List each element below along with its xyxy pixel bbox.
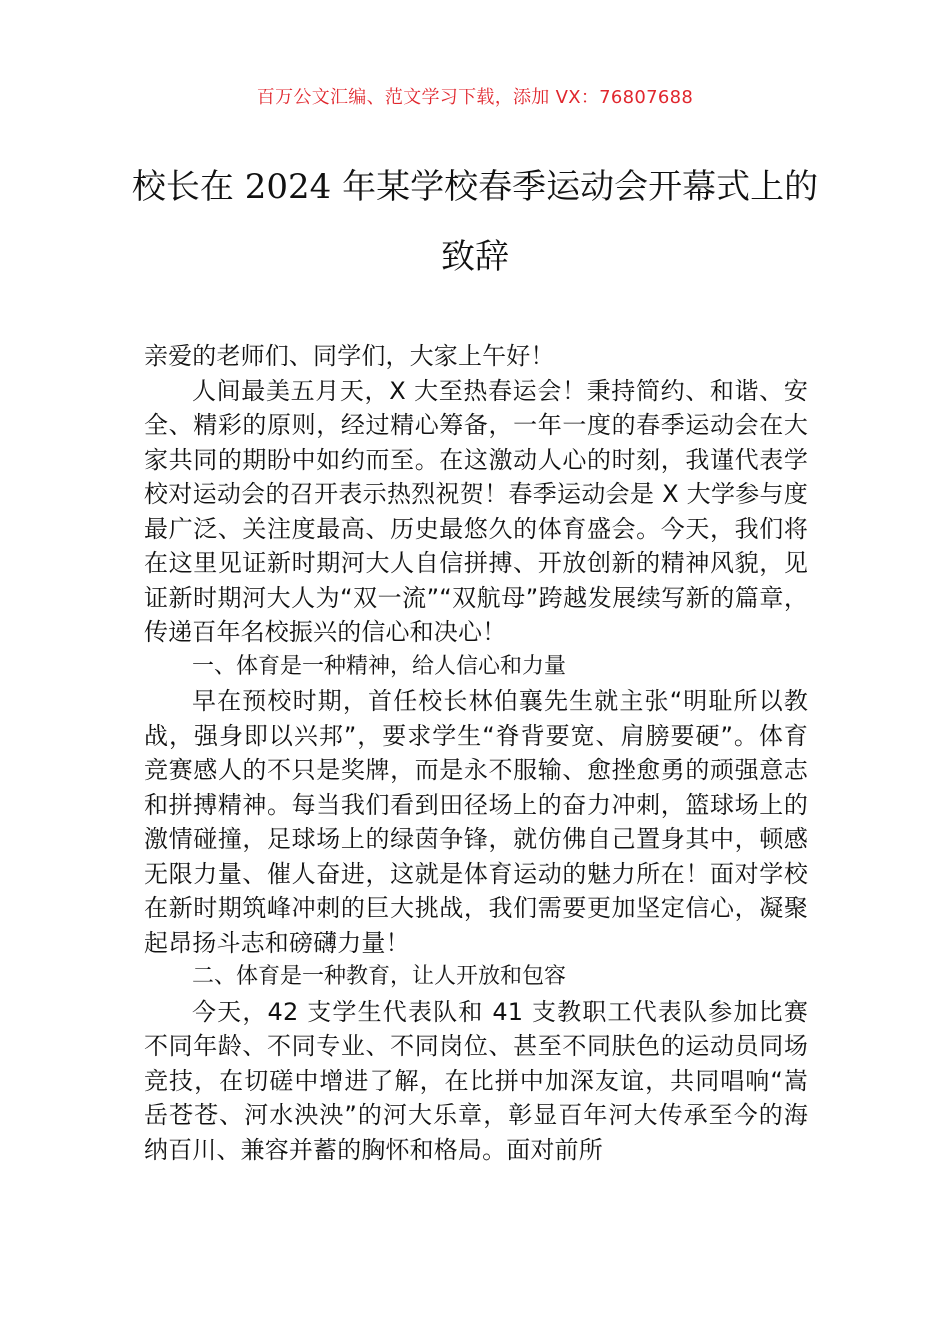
document-title: 校长在 2024 年某学校春季运动会开幕式上的致辞 [131,167,819,277]
section-heading-1: 一、体育是一种精神，给人信心和力量 [192,653,567,679]
intro-paragraph: 人间最美五月天，X 大至热春运会！秉持简约、和谐、安全、精彩的原则，经过精心筹备，一年一度的春季运动会在大家共同的期盼中如约而至。在这激动人心的时刻，我谨代表学校对运动会的召开表示热烈祝贺！春季运动会是 X 大学参与度最广泛、关注度最高、历史最悠久的体育盛会。今天，我们将在这里见证新时期河大人自信拼搏、开放创新的精神风貌，见证新时期河大人为“双一流”“双航母”跨越发展续写新的篇章，传递百年名校振兴的信心和决心！ [144,376,808,646]
section-2-paragraph: 今天，42 支学生代表队和 41 支教职工代表队参加比赛不同年龄、不同专业、不同岗位、甚至不同肤色的运动员同场竞技，在切磋中增进了解，在比拼中加深友谊，共同唱响“嵩岳苍苍、河水泱泱”的河大乐章，彰显百年河大传承至今的海纳百川、兼容并蓄的胸怀和格局。面对前所 [144,997,808,1164]
document-body [144,339,808,1167]
section-1-paragraph: 早在预校时期，首任校长林伯襄先生就主张“明耻所以教战，强身即以兴邦”，要求学生“脊背要宽、肩膀要硬”。体育竞赛感人的不只是奖牌，而是永不服输、愈挫愈勇的顽强意志和拼搏精神。每当我们看到田径场上的奋力冲刺，篮球场上的激情碰撞，足球场上的绿茵争锋，就仿佛自己置身其中，顿感无限力量、催人奋进，这就是体育运动的魅力所在！面对学校在新时期筑峰冲刺的巨大挑战，我们需要更加坚定信心，凝聚起昂扬斗志和磅礴力量！ [144,687,808,957]
header-note: 百万公文汇编、范文学习下载，添加 VX：76807688 [256,87,694,108]
section-heading-2: 二、体育是一种教育，让人开放和包容 [192,964,567,989]
greeting: 亲爱的老师们、同学们，大家上午好！ [144,342,555,370]
